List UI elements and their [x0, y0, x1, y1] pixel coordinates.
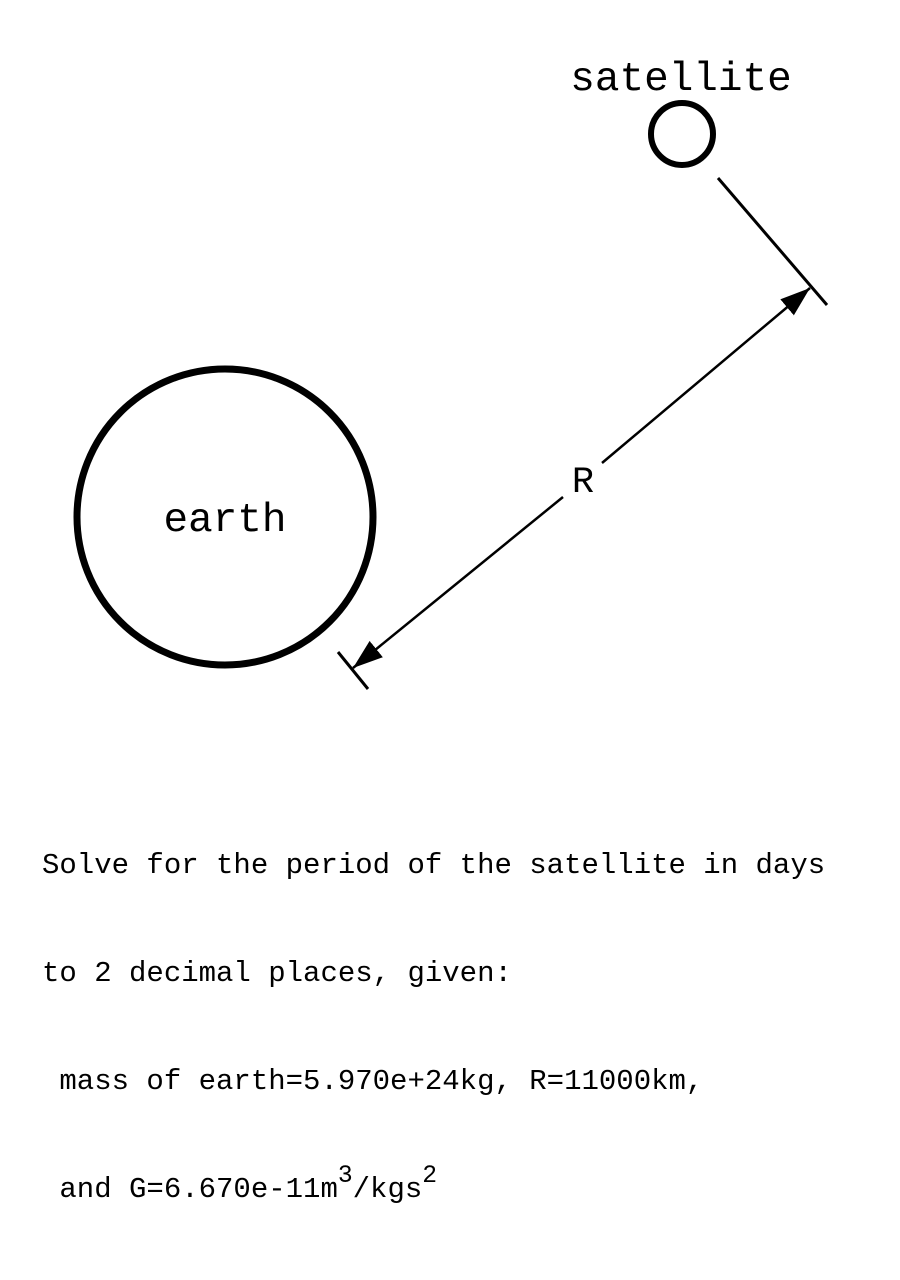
- radius-arrow-lower-segment: [353, 497, 563, 668]
- exponent-squared: 2: [422, 1161, 438, 1190]
- radius-arrow-upper-segment: [602, 288, 810, 463]
- exponent-cubed: 3: [337, 1161, 353, 1190]
- problem-line-3: mass of earth=5.970e+24kg, R=11000km,: [42, 1065, 704, 1098]
- problem-line-4: [42, 1161, 825, 1208]
- satellite-circle: [651, 103, 713, 165]
- gravity-constant-text: and G=6.670e-11m: [42, 1173, 338, 1206]
- problem-line-1: Solve for the period of the satellite in days: [42, 849, 826, 882]
- problem-statement: [42, 776, 825, 1280]
- satellite-leader-line: [718, 178, 827, 305]
- radius-label: R: [571, 462, 595, 504]
- gravity-constant-units: /kgs: [352, 1173, 423, 1206]
- earth-label: earth: [163, 498, 287, 544]
- problem-line-2: to 2 decimal places, given:: [42, 957, 512, 990]
- earth-tick-line: [338, 652, 368, 689]
- satellite-label: satellite: [570, 57, 792, 103]
